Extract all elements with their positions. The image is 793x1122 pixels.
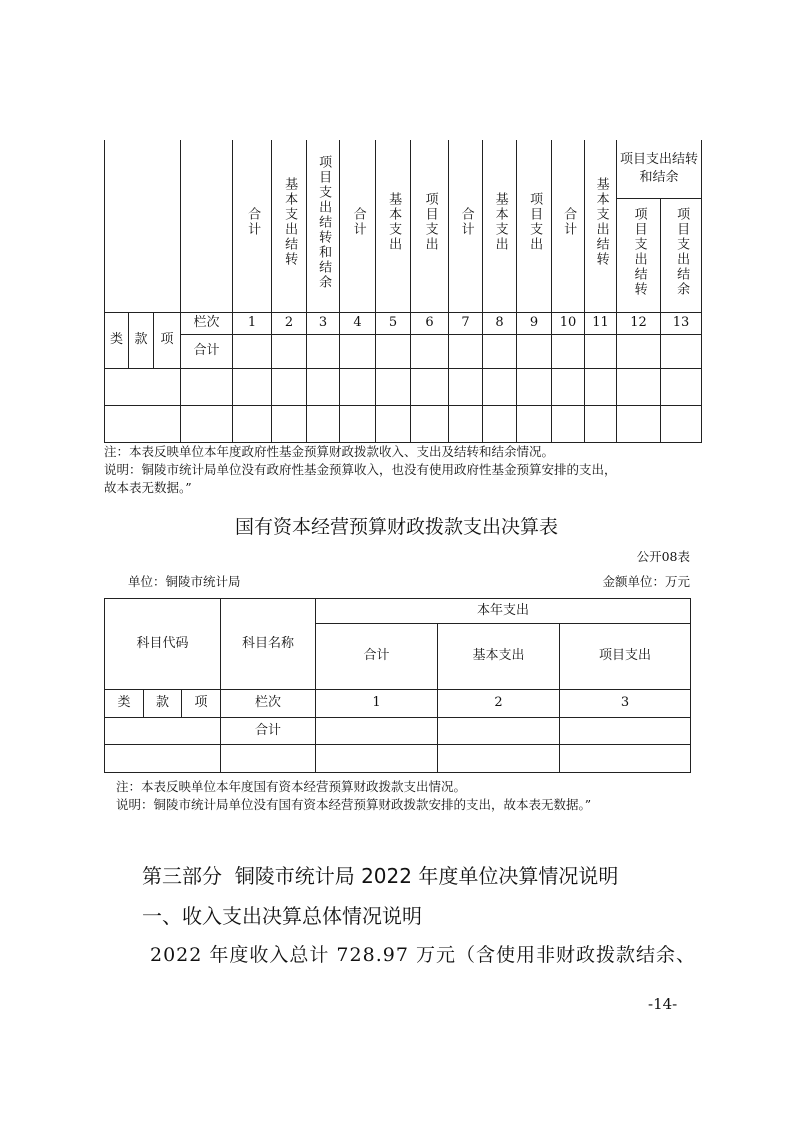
header-cell: 基本支出: [376, 140, 411, 312]
lanci-cell: 栏次: [221, 690, 316, 718]
state-capital-table: [104, 598, 691, 773]
heji-cell: 合计: [221, 718, 316, 745]
col-number: 9: [517, 312, 552, 334]
col-number: 12: [617, 312, 661, 334]
col-header-total: 合计: [316, 624, 438, 690]
header-cell: 项目支出: [517, 140, 552, 312]
empty-corner-cell: [105, 140, 181, 312]
col-number: 1: [233, 312, 272, 334]
table1-explanation-cont: 故本表无数据。”: [104, 480, 192, 495]
col-number: 4: [340, 312, 376, 334]
section-title: 第三部分 铜陵市统计局 2022 年度单位决算情况说明: [142, 864, 619, 888]
sub-header-cell: 项目支出结余: [661, 198, 702, 312]
heji-cell: 合计: [181, 334, 233, 368]
header-cell: 合计: [552, 140, 585, 312]
body-paragraph: 2022 年度收入总计 728.97 万元（含使用非财政拨款结余、: [150, 944, 696, 966]
col-number: 10: [552, 312, 585, 334]
subsection-title: 一、收入支出决算总体情况说明: [142, 904, 422, 928]
col-header-project: 项目支出: [560, 624, 691, 690]
col-number: 2: [438, 690, 560, 718]
col-header-basic: 基本支出: [438, 624, 560, 690]
subject-name-header: 科目名称: [221, 599, 316, 690]
unit-label: 单位：铜陵市统计局: [128, 574, 241, 589]
lanci-cell: 栏次: [181, 312, 233, 334]
table2-title: 国有资本经营预算财政拨款支出决算表: [234, 516, 558, 538]
col-number: 13: [661, 312, 702, 334]
xiang-cell: 项: [154, 312, 181, 368]
table2-code: 公开08表: [636, 549, 690, 564]
xiang-cell: 项: [182, 690, 221, 718]
empty-row-cell: [105, 405, 181, 442]
col-number: 3: [560, 690, 691, 718]
header-cell: 项目支出结转和结余: [307, 140, 340, 312]
header-cell: 基本支出结转: [272, 140, 307, 312]
col-number: 7: [449, 312, 483, 334]
lei-cell: 类: [105, 312, 129, 368]
col-number: 6: [411, 312, 449, 334]
col-number: 11: [585, 312, 617, 334]
empty-row-cell: [105, 368, 181, 405]
government-fund-table: [104, 140, 702, 443]
subject-code-header: 科目代码: [105, 599, 221, 690]
sub-header-cell: 项目支出结转: [617, 198, 661, 312]
header-cell: 合计: [233, 140, 272, 312]
lei-cell: 类: [105, 690, 144, 718]
page-number: -14-: [648, 995, 678, 1013]
col-number: 5: [376, 312, 411, 334]
header-cell: 基本支出结转: [585, 140, 617, 312]
header-cell: 基本支出: [483, 140, 517, 312]
header-cell: 项目支出: [411, 140, 449, 312]
table2-note: 注：本表反映单位本年度国有资本经营预算财政拨款支出情况。: [116, 779, 467, 794]
header-cell: 合计: [449, 140, 483, 312]
col-number: 2: [272, 312, 307, 334]
amount-unit-label: 金额单位：万元: [602, 574, 690, 589]
empty-name-cell: [181, 140, 233, 312]
header-cell: 合计: [340, 140, 376, 312]
col-number: 3: [307, 312, 340, 334]
kuan-cell: 款: [144, 690, 182, 718]
kuan-cell: 款: [129, 312, 154, 368]
table2-explanation: 说明：铜陵市统计局单位没有国有资本经营预算财政拨款安排的支出，故本表无数据。”: [116, 797, 592, 812]
table1-explanation: 说明：铜陵市统计局单位没有政府性基金预算收入，也没有使用政府性基金预算安排的支出，: [104, 462, 617, 477]
col-number: 8: [483, 312, 517, 334]
group-header-cell: 项目支出结转和结余: [617, 140, 702, 198]
year-expense-header: 本年支出: [316, 599, 691, 624]
table1-note: 注：本表反映单位本年度政府性基金预算财政拨款收入、支出及结转和结余情况。: [104, 444, 555, 459]
col-number: 1: [316, 690, 438, 718]
